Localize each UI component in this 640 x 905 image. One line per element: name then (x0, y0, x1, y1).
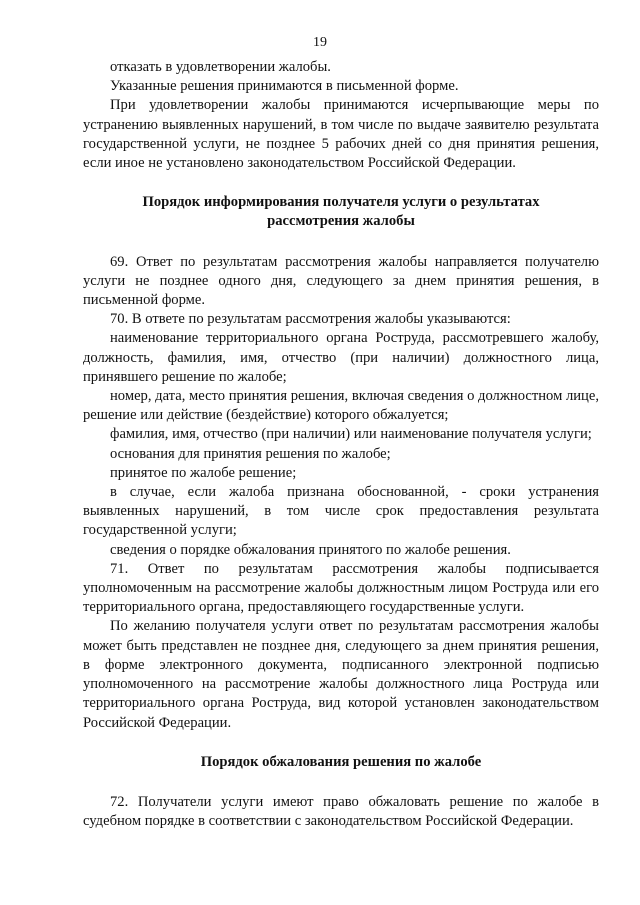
paragraph-72: 72. Получатели услуги имеют право обжаловать решение по жалобе в судебном порядке в соответствии с законодательством Российской Федерации. (83, 793, 599, 830)
section-heading-appeal: Порядок обжалования решения по жалобе (200, 753, 482, 770)
list-item: основания для принятия решения по жалобе; (110, 445, 391, 462)
section-heading-line: рассмотрения жалобы (267, 213, 415, 230)
paragraph: При удовлетворении жалобы принимаются исчерпывающие меры по устранению выявленных нарушений, в том числе по выдаче заявителю результата государственной услуги, не позднее 5 рабочих дней со дня принятия решения, если иное не установлено законодательством Российской Федерации. (83, 97, 599, 172)
section-heading-line: Порядок информирования получателя услуги о результатах (142, 194, 540, 211)
paragraph-69: 69. Ответ по результатам рассмотрения жалобы направляется получателю услуги не позднее одного дня, следующего за днем принятия решения, в письменной форме. (83, 253, 599, 309)
paragraph-71: 71. Ответ по результатам рассмотрения жалобы подписывается уполномоченным на рассмотрение жалобы должностным лицом Роструда или его территориального органа, предоставляющего государственные услуги. (83, 560, 599, 616)
list-item: фамилия, имя, отчество (при наличии) или наименование получателя услуги; (110, 426, 592, 443)
page-number: 19 (313, 35, 327, 50)
list-item: сведения о порядке обжалования принятого по жалобе решения. (110, 541, 511, 558)
paragraph: отказать в удовлетворении жалобы. (110, 59, 331, 75)
paragraph: По желанию получателя услуги ответ по результатам рассмотрения жалобы может быть представлен не позднее дня, следующего за днем принятия решения, в форме электронного документа, подписанного электронной подписью уполномоченного на рассмотрение жалобы должностного лица Роструда или территориального органа Роструда, вид которой установлен законодательством Российской Федерации. (83, 618, 599, 731)
list-item: принятое по жалобе решение; (110, 464, 297, 481)
list-item: номер, дата, место принятия решения, включая сведения о должностном лице, решение или действие (бездействие) которого обжалуется; (83, 388, 599, 424)
paragraph: Указанные решения принимаются в письменной форме. (110, 78, 459, 95)
list-item: в случае, если жалоба признана обоснованной, - сроки устранения выявленных нарушений, в том числе срок предоставления результата государственной услуги; (83, 484, 599, 539)
list-item: наименование территориального органа Роструда, рассмотревшего жалобу, должность, фамилия, имя, отчество (при наличии) должностного лица, принявшего решение по жалобе; (83, 330, 599, 385)
section-heading-informing (83, 193, 599, 231)
paragraph-70: 70. В ответе по результатам рассмотрения жалобы указываются: (110, 311, 511, 328)
document-body (83, 58, 599, 831)
